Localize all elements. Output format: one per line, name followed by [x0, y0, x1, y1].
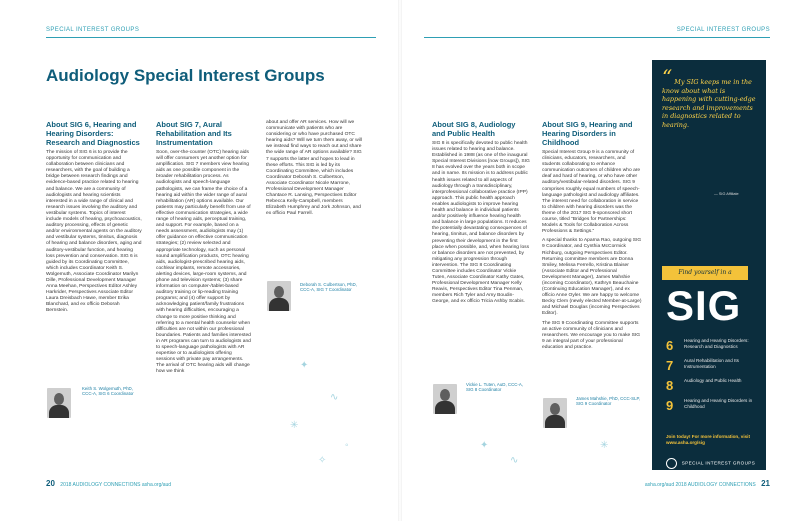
sig9-coordinator-photo [543, 398, 567, 428]
sig6-body: The mission of SIG 6 is to provide the opportunity for communication and collaboration between clinicians and researchers, with the goal of building a bridge between research findings and evidence-based practice related to hearing and balance. We are a community of audiologists and hearing scientists interested in a wide range of clinical and research issues involving the auditory and vestibular systems. Topics of interest include models of hearing, psychoacoustics, auditory processing, effects of genetic and/or environmental agents on the auditory and vestibular systems, tinnitus, diagnosis of hearing and balance disorders, aging and auditory-vestibular function, and hearing loss prevention and conservation. SIG 6 is guided by its Coordinating Committee, which includes Coordinator Keith S. Wolgemuth, Associate Coordinator Marilyn Dille, Professional Development Manager Anna Meehan, Perspectives Editor Ashley Harkrider, Perspectives Associate Editor Laura Dreisbach Hawe, member Erika Blanchard, and ex officio Deborah Bernstein. [46, 150, 142, 314]
decorative-doodle: ✳ [600, 440, 609, 451]
sig9-body-3: The SIG 9 Coordinating Committee supports an active community of clinicians and researchers. We encourage you to make SIG 9 an integral part of your professional education and practice. [542, 320, 641, 350]
quote-text: My SIG keeps me in the know about what is happening with cutting-edge research and improvements in diagnostics related to hearing. [662, 78, 756, 129]
join-cta: Join today! For more information, visit www.asha.org/sig [666, 434, 750, 445]
footer-text: 2018 AUDIOLOGY CONNECTIONS asha.org/aud [60, 482, 172, 488]
affiliate-quote [662, 65, 758, 130]
sig7-body-continued: about and offer AR services. How will we communicate with patients who are considering or who have purchased OTC hearing aids? Will we turn them away, or will we instead find ways to reach out and share the wide range of AR options available? SIG 7 supports the latter and hopes to lead in these efforts. This SIG is led by its Coordinating Committee, which includes Coordinator Deborah S. Culbertson, Associate Coordinator Nicole Marrone, Professional Development Manager Chantace R. Lansing, Perspectives Editor Rebecca Kelly-Campbell, members Elizabeth Humphrey and Jork Johnson, and ex officio Paul Farrell. [266, 120, 362, 217]
left-footer [46, 479, 376, 491]
page-number: 21 [761, 479, 770, 488]
quote-mark-icon: “ [662, 65, 673, 89]
sig-label: Aural Rehabilitation and Its Instrumentation [684, 358, 739, 369]
decorative-doodle: ∿ [330, 392, 339, 403]
sig7-body: Soon, over-the-counter (OTC) hearing aids will offer consumers yet another option for amplification. SIG 7 members view hearing aids as one possible component in the broader rehabilitation process. As audiologists and speech-language pathologists, we can frame the choice of a hearing aid within the wider range of aural rehabilitation (AR) options available. Our patients may particularly benefit from use of effective communication strategies, a wide range of hearing aids, perceptual training, and support. For example, based on a needs assessment, audiologists may (1) offer guidance on effective communication strategies; (2) review selected and appropriate technology, such as personal sound amplification products, OTC hearing aids, audiologist-prescribed hearing aids, cochlear implants, remote accessories, alerting devices, large-room systems, and phone and television systems; (3) share information on computer-/tablet-based auditory training or lip-reading training programs; and (4) offer support by acknowledging patient/family frustrations with hearing difficulties, encouraging a change to more positive thinking and referring to a mental health counselor when difficulties are not within our professional boundaries. Patients and families interested in AR programs can turn to audiologists and to speech-language pathologists with AR expertise or to audiologists offering sessions with private pay arrangements. The arrival of OTC hearing aids will change how we think [156, 150, 251, 375]
decorative-doodle: ✦ [480, 440, 489, 451]
sig9-body-1: Special Interest Group 9 is a community of clinicians, educators, researchers, and students collaborating to enhance communication outcomes of children who are deaf and hard of hearing, or who have other auditory/vestibular-related disorders. SIG 9 comprises roughly equal numbers of speech-language pathologist and audiology affiliates. The interest need for collaboration in service to children with hearing disorders was the theme of the 2017 SIG 9-sponsored short course, titled “Bridges for Partnerships: Models & Tools for Collaboration Across Professions & Settings.” [542, 150, 641, 235]
sig8-heading: About SIG 8, Audiology and Public Health [432, 120, 516, 138]
section-header: SPECIAL INTEREST GROUPS [676, 27, 770, 33]
sig7-coordinator-photo [267, 281, 291, 311]
asha-logo-icon [666, 458, 677, 469]
sig6-coordinator-photo [47, 388, 71, 418]
decorative-doodle: ◦ [345, 440, 349, 451]
quote-attribution: — SIG Affiliate [714, 192, 739, 196]
sig8-body: SIG 8 is specifically devoted to public health issues related to hearing and balance. Established in 1988 (as one of the inaugural Special Interest Divisions [now Groups]), SIG 8 has evolved over the years both in scope and in name. Its mission is to address public health issues related to all aspects of audiology through a transdisciplinary, interprofessional collaborative practice (IPP) approach. This public health approach enables audiologists to improve hearing health and balance in individual patients and/or positively influence hearing health and balance in large populations. It reduces the potentially devastating consequences of hearing, tinnitus, and balance disorders by preventing their development in the first place when possible, and, when hearing loss or balance disorders are not prevented, by mitigating any progression through intervention. The SIG 8 Coordinating Committee includes Coordinator Vickie Tuten, Associate Coordinator Kathy Gates, Professional Development Manager Kelly Reavis, Perspectives Editor Tina Penman, members Rich Tyler and Amy Boudin-George, and ex officio Tricia Ashby Scabis. [432, 141, 530, 305]
sig-number: 6 [666, 338, 674, 353]
decorative-doodle: ✦ [300, 360, 309, 371]
sig7-heading: About SIG 7, Aural Rehabilitation and Its Instrumentation [156, 120, 232, 147]
sig8-photo-caption: Vickie L. Tuten, AuD, CCC-A, SIG 8 Coordinator [466, 382, 524, 393]
page-number: 20 [46, 479, 55, 488]
sig9-photo-caption: James Mahshie, PhD, CCC-SLP, SIG 9 Coordinator [576, 396, 641, 407]
sig7-photo-caption: Deborah S. Culbertson, PhD, CCC-A, SIG 7 Coordinator [300, 282, 357, 293]
brand-text: SPECIAL INTEREST GROUPS [681, 460, 756, 466]
sig-promo-sidebar [652, 60, 766, 470]
sig7-column [156, 120, 252, 378]
footer-text: asha.org/aud 2018 AUDIOLOGY CONNECTIONS [644, 482, 756, 488]
sig-wordmark: SIG [666, 282, 742, 329]
right-footer [600, 479, 770, 491]
sig9-column [542, 120, 642, 354]
sig6-heading: About SIG 6, Hearing and Hearing Disorders: Research and Diagnostics [46, 120, 140, 147]
header-rule [424, 37, 770, 38]
sig-number: 8 [666, 378, 674, 393]
right-page [400, 0, 800, 521]
page-title: Audiology Special Interest Groups [46, 66, 325, 85]
header-rule [46, 37, 376, 38]
sig6-photo-caption: Keith S. Wolgemuth, PhD, CCC-A, SIG 6 Coordinator [82, 386, 134, 397]
sig8-column [432, 120, 530, 309]
section-header: SPECIAL INTEREST GROUPS [46, 27, 140, 33]
sig6-column [46, 120, 142, 318]
find-banner: Find yourself in a [662, 266, 748, 280]
decorative-doodle: ✳ [290, 420, 299, 431]
decorative-doodle: ✧ [318, 455, 327, 466]
sig9-body-2: A special thanks to Aparna Rao, outgoing SIG 9 Coordinator, and Cynthia McCormick Richburg, outgoing Perspectives Editor. Returning committee members are Donna Smiley, Melissa Ferrello, Kristina Blaiser (Associate Editor and Professional Development Manager), James Mahshie (incoming Coordinator), Kathryn Beauchaine (Continuing Education Manager), and ex officio Anne Oyler. We are happy to welcome Becky Clem (newly elected Member-at-Large) and Michael Douglas (incoming Perspectives Editor). [542, 238, 642, 317]
sig-brand-logo [666, 458, 758, 469]
sig-label: Audiology and Public Health [684, 378, 742, 383]
sig-label: Hearing and Hearing Disorders: Research and Diagnostics [684, 338, 749, 349]
sig7-column-continued [266, 120, 364, 221]
sig-label: Hearing and Hearing Disorders in Childhood [684, 398, 753, 409]
sig-number: 9 [666, 398, 674, 413]
decorative-doodle: ∿ [510, 455, 519, 466]
sig9-heading: About SIG 9, Hearing and Hearing Disorders in Childhood [542, 120, 633, 147]
sig8-coordinator-photo [433, 384, 457, 414]
sig-number: 7 [666, 358, 674, 373]
